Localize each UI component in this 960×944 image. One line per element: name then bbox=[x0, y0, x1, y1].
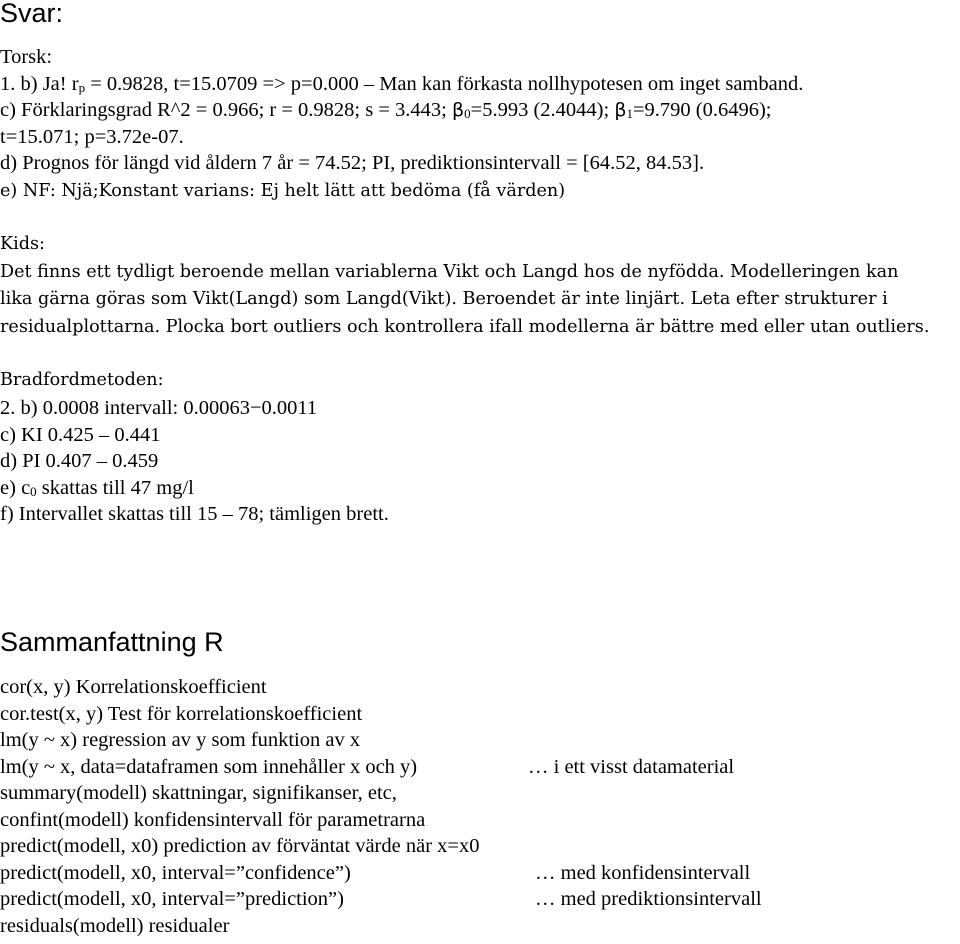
summary-line: lm(y ~ x, data=dataframen som innehåller x och y) … i ett visst datamaterial bbox=[0, 754, 960, 781]
summary-line: cor.test(x, y) Test för korrelationskoefficient bbox=[0, 702, 363, 725]
summary-line: confint(modell) konfidensintervall för parametrarna bbox=[0, 808, 426, 831]
bradford-line-5: f) Intervallet skattas till 15 – 78; tämligen brett. bbox=[0, 503, 389, 525]
bradford-label: Bradfordmetoden: bbox=[0, 370, 164, 390]
summary-line: predict(modell, x0, interval=”prediction”) … med prediktionsintervall bbox=[0, 886, 960, 913]
summary-note: … med konfidensintervall bbox=[535, 861, 751, 884]
torsk-line-4: d) Prognos för längd vid åldern 7 år = 74.52; PI, prediktionsintervall = [64.52, 84.53]. bbox=[0, 152, 705, 174]
bradford-section bbox=[0, 395, 389, 528]
summary-line: lm(y ~ x) regression av y som funktion av x bbox=[0, 729, 361, 751]
kids-line-1: Det finns ett tydligt beroende mellan variablerna Vikt och Langd hos de nyfödda. Modelleringen kan bbox=[0, 261, 899, 282]
bradford-label-block bbox=[0, 367, 164, 395]
bradford-line-4: e) c0 skattas till 47 mg/l bbox=[0, 476, 194, 499]
beta-symbol: β bbox=[452, 99, 465, 121]
kids-section bbox=[0, 231, 929, 341]
heading-summary: Sammanfattning R bbox=[0, 627, 224, 657]
kids-line-3: residualplottarna. Plocka bort outliers och kontrollera ifall modellerna är bättre med eller utan outliers. bbox=[0, 316, 930, 337]
torsk-label: Torsk: bbox=[0, 46, 53, 68]
bradford-line-1: 2. b) 0.0008 intervall: 0.00063−0.0011 bbox=[0, 397, 318, 419]
summary-line: summary(modell) skattningar, signifikanser, etc, bbox=[0, 782, 397, 804]
summary-line: residuals(modell) residualer bbox=[0, 914, 230, 937]
summary-line: predict(modell, x0, interval=”confidence”) … med konfidensintervall bbox=[0, 860, 960, 887]
bradford-line-3: d) PI 0.407 – 0.459 bbox=[0, 450, 159, 472]
bradford-line-2: c) KI 0.425 – 0.441 bbox=[0, 423, 161, 446]
torsk-line-5: e) NF: Njä;Konstant varians: Ej helt lätt att bedöma (få värden) bbox=[0, 181, 566, 201]
torsk-section bbox=[0, 44, 803, 177]
summary-note: … i ett visst datamaterial bbox=[528, 755, 735, 778]
beta-symbol: β bbox=[614, 99, 627, 121]
torsk-line-3: t=15.071; p=3.72e-07. bbox=[0, 125, 184, 148]
summary-line: predict(modell, x0) prediction av förväntat värde när x=x0 bbox=[0, 835, 480, 857]
kids-line-2: lika gärna göras som Vikt(Langd) som Langd(Vikt). Beroendet är inte linjärt. Leta efter strukturer i bbox=[0, 289, 888, 309]
summary-section bbox=[0, 674, 960, 939]
torsk-line-1: 1. b) Ja! rp = 0.9828, t=15.0709 => p=0.000 – Man kan förkasta nollhypotesen om inget samband. bbox=[0, 72, 804, 95]
torsk-line-2: c) Förklaringsgrad R^2 = 0.966; r = 0.9828; s = 3.443; β0=5.993 (2.4044); β1=9.790 (0.6496); bbox=[0, 99, 772, 121]
summary-line: cor(x, y) Korrelationskoefficient bbox=[0, 676, 267, 698]
heading-answers: Svar: bbox=[0, 0, 64, 28]
kids-label: Kids: bbox=[0, 234, 45, 254]
summary-note: … med prediktionsintervall bbox=[535, 888, 762, 910]
